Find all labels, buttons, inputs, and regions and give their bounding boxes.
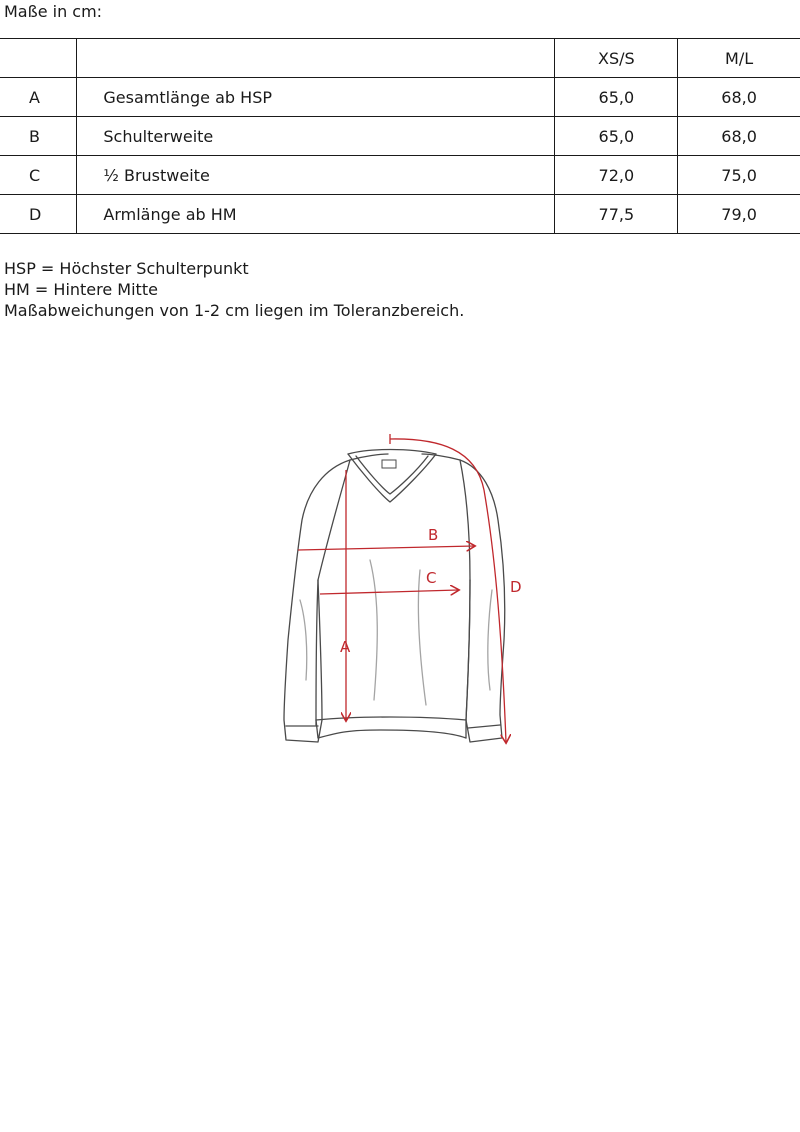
row-value-m-l: 68,0: [678, 117, 800, 156]
header-cell-xs-s: XS/S: [555, 39, 678, 78]
row-value-xs-s: 77,5: [555, 195, 678, 234]
header-cell-letter: [0, 39, 77, 78]
table-row: [0, 156, 800, 195]
row-value-m-l: 75,0: [678, 156, 800, 195]
row-value-xs-s: 65,0: [555, 78, 678, 117]
row-label: Schulterweite: [77, 117, 555, 156]
row-label: ½ Brustweite: [77, 156, 555, 195]
table-row: [0, 117, 800, 156]
brand-tag-icon: [382, 460, 396, 468]
dimension-c-line: [320, 590, 458, 594]
row-value-m-l: 79,0: [678, 195, 800, 234]
label-c: C: [426, 569, 437, 587]
notes: [4, 258, 464, 321]
sweater-outline: [284, 450, 505, 743]
dimension-b-line: [298, 546, 474, 550]
header-cell-label: [77, 39, 555, 78]
sweater-measurement-diagram: [270, 420, 540, 800]
row-value-xs-s: 72,0: [555, 156, 678, 195]
row-letter: C: [0, 156, 77, 195]
row-letter: A: [0, 78, 77, 117]
note-hm: HM = Hintere Mitte: [4, 280, 158, 299]
table-row: [0, 78, 800, 117]
note-hsp: HSP = Höchster Schulterpunkt: [4, 259, 249, 278]
table-row: [0, 195, 800, 234]
row-label: Gesamtlänge ab HSP: [77, 78, 555, 117]
row-value-m-l: 68,0: [678, 78, 800, 117]
label-a: A: [340, 638, 351, 656]
row-letter: D: [0, 195, 77, 234]
label-b: B: [428, 526, 439, 544]
table-header-row: [0, 39, 800, 78]
label-d: D: [510, 578, 522, 596]
size-table: [0, 38, 800, 234]
note-tolerance: Maßabweichungen von 1-2 cm liegen im Toleranzbereich.: [4, 301, 465, 320]
row-label: Armlänge ab HM: [77, 195, 555, 234]
measurement-lines: [298, 434, 506, 742]
page-title: Maße in cm:: [4, 2, 103, 21]
row-letter: B: [0, 117, 77, 156]
header-cell-m-l: M/L: [678, 39, 800, 78]
row-value-xs-s: 65,0: [555, 117, 678, 156]
sweater-sketch: [270, 420, 540, 800]
